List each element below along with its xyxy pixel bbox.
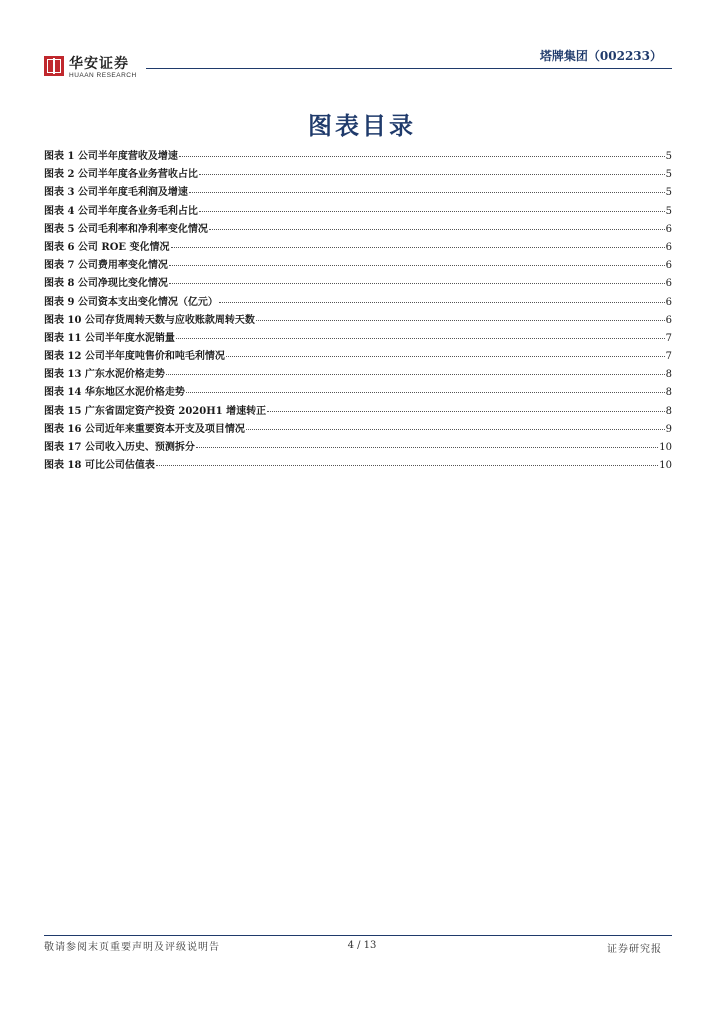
toc-entry-page: 6	[665, 260, 672, 272]
logo-text	[69, 56, 137, 80]
toc-dot-leader	[246, 429, 665, 430]
toc-entry[interactable]	[44, 365, 672, 383]
toc-dot-leader	[189, 192, 665, 193]
toc-dot-leader	[169, 283, 665, 284]
toc-entry[interactable]	[44, 147, 672, 165]
toc-entry-label: 图表 2 公司半年度各业务营收占比	[44, 169, 198, 181]
toc-entry[interactable]	[44, 238, 672, 256]
report-type: 证券研究报	[607, 944, 662, 955]
toc-entry-page: 6	[665, 223, 672, 235]
toc-entry-page: 8	[665, 405, 672, 417]
toc-entry[interactable]	[44, 402, 672, 420]
toc-entry[interactable]	[44, 383, 672, 401]
toc-dot-leader	[209, 229, 665, 230]
toc-entry[interactable]	[44, 202, 672, 220]
toc-entry-label: 图表 17 公司收入历史、预测拆分	[44, 442, 195, 453]
toc-entry-label: 图表 12 公司半年度吨售价和吨毛利情况	[44, 351, 225, 363]
toc-entry-page: 5	[665, 169, 672, 181]
toc-entry-label: 图表 14 华东地区水泥价格走势	[44, 387, 185, 399]
toc-entry-label: 图表 16 公司近年来重要资本开支及项目情况	[44, 423, 245, 435]
page-number: 4 / 13	[347, 940, 377, 951]
toc-entry-page: 6	[665, 296, 672, 308]
toc-entry[interactable]	[44, 438, 672, 456]
logo-seal-icon	[44, 56, 64, 76]
toc-entry-label: 图表 4 公司半年度各业务毛利占比	[44, 205, 198, 217]
toc-entry-label: 图表 18 可比公司估值表	[44, 460, 155, 472]
toc-entry-label: 图表 6 公司 ROE 变化情况	[44, 241, 170, 253]
toc-entry-page: 10	[659, 442, 672, 453]
footer-divider	[44, 935, 672, 936]
toc-dot-leader	[256, 320, 665, 321]
toc-entry-label: 图表 9 公司资本支出变化情况（亿元）	[44, 296, 218, 308]
toc-entry-page: 7	[665, 332, 672, 344]
toc-dot-leader	[186, 392, 665, 393]
toc-entry-label: 图表 5 公司毛利率和净利率变化情况	[44, 223, 208, 235]
toc-entry[interactable]	[44, 456, 672, 474]
table-of-figures	[44, 147, 672, 474]
toc-entry-page: 6	[665, 278, 672, 290]
toc-entry[interactable]	[44, 347, 672, 365]
toc-entry-page: 7	[665, 351, 672, 363]
toc-entry-page: 5	[665, 205, 672, 217]
toc-entry[interactable]	[44, 165, 672, 183]
toc-dot-leader	[179, 156, 665, 157]
toc-entry-page: 6	[665, 314, 672, 326]
toc-entry-page: 10	[659, 460, 672, 472]
toc-entry[interactable]	[44, 329, 672, 347]
logo-chinese-name: 华安证券	[69, 56, 129, 72]
toc-entry-label: 图表 13 广东水泥价格走势	[44, 369, 165, 381]
company-logo	[44, 56, 137, 80]
toc-entry-page: 6	[665, 241, 672, 253]
logo-english-name: HUAAN RESEARCH	[69, 72, 137, 79]
page-title: 图表目录	[308, 111, 416, 141]
toc-entry[interactable]	[44, 420, 672, 438]
toc-entry-page: 5	[665, 187, 672, 199]
toc-entry-label: 图表 11 公司半年度水泥销量	[44, 332, 175, 344]
toc-entry-page: 8	[665, 369, 672, 381]
toc-entry-label: 图表 15 广东省固定资产投资 2020H1 增速转正	[44, 405, 267, 417]
toc-entry-label: 图表 3 公司半年度毛利润及增速	[44, 187, 188, 199]
toc-entry-label: 图表 1 公司半年度营收及增速	[44, 151, 178, 162]
header-divider	[146, 68, 672, 69]
toc-entry[interactable]	[44, 274, 672, 292]
toc-dot-leader	[156, 465, 658, 466]
toc-dot-leader	[226, 356, 665, 357]
toc-dot-leader	[169, 265, 665, 266]
toc-dot-leader	[166, 374, 665, 375]
company-code: 塔牌集团（002233）	[539, 49, 662, 63]
toc-entry[interactable]	[44, 183, 672, 201]
toc-entry[interactable]	[44, 293, 672, 311]
toc-entry-label: 图表 10 公司存货周转天数与应收账款周转天数	[44, 314, 255, 326]
toc-dot-leader	[176, 338, 665, 339]
toc-dot-leader	[267, 411, 665, 412]
toc-dot-leader	[199, 174, 665, 175]
toc-entry-label: 图表 8 公司净现比变化情况	[44, 278, 168, 290]
toc-entry-label: 图表 7 公司费用率变化情况	[44, 260, 168, 272]
toc-entry-page: 8	[665, 387, 672, 399]
toc-entry-page: 5	[665, 151, 672, 162]
toc-entry[interactable]	[44, 220, 672, 238]
toc-dot-leader	[219, 302, 665, 303]
toc-dot-leader	[199, 211, 665, 212]
toc-entry[interactable]	[44, 311, 672, 329]
toc-entry-page: 9	[665, 423, 672, 435]
footer-disclaimer: 敬请参阅末页重要声明及评级说明告	[44, 942, 220, 953]
toc-dot-leader	[196, 447, 658, 448]
toc-dot-leader	[171, 247, 665, 248]
toc-entry[interactable]	[44, 256, 672, 274]
